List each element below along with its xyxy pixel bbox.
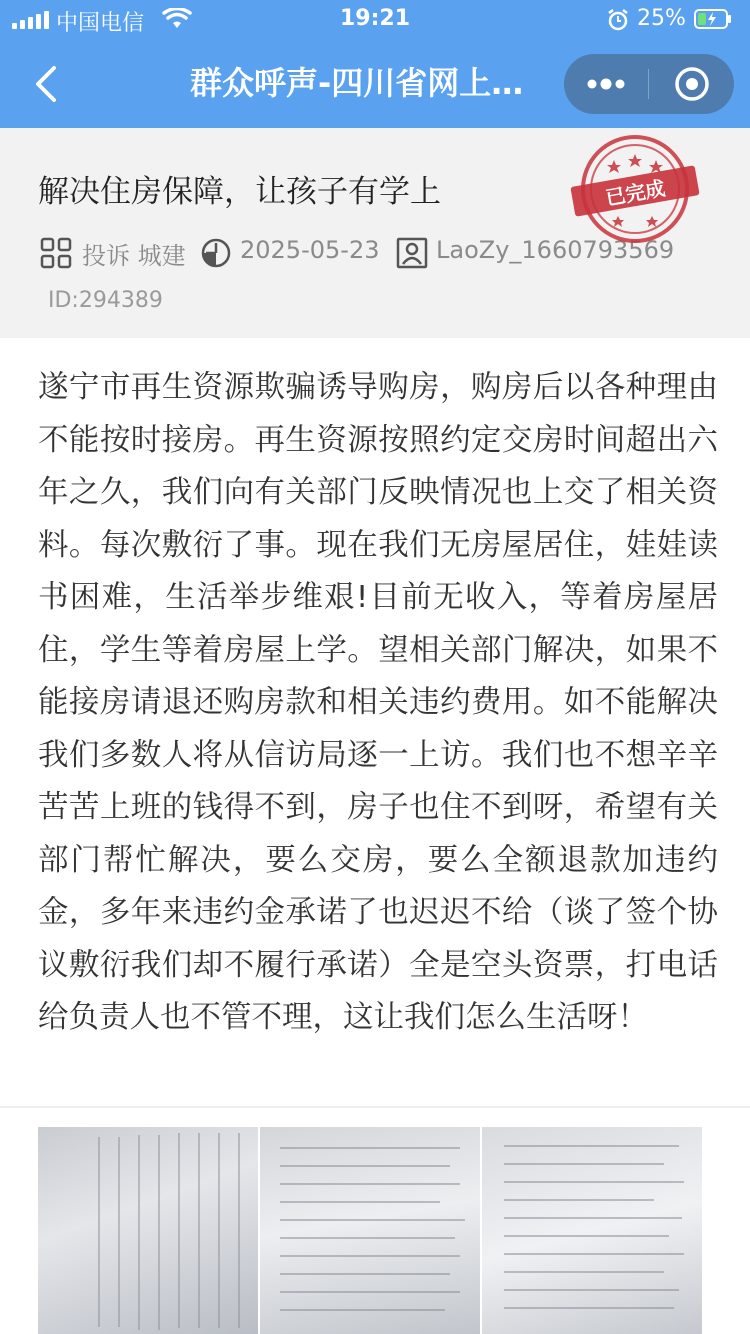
carrier-label: 中国电信 — [56, 11, 145, 36]
battery-percent: 25% — [637, 6, 686, 31]
post-date: 2025-05-23 — [240, 236, 380, 264]
attachment-image-3[interactable] — [482, 1127, 702, 1334]
post-body: 遂宁市再生资源欺骗诱导购房，购房后以各种理由不能按时接房。再生资源按照约定交房时间超出六年之久，我们向有关部门反映情况也上交了相关资料。每次敷衍了事。现在我们无房屋居住，娃娃读书困难，生活举步维艰!目前无收入，等着房屋居住，学生等着房屋上学。望相关部门解决，如果不能接房请退还购房款和相关违约费用。如不能解决我们多数人将从信访局逐一上访。我们也不想辛辛苦苦上班的钱得不到，房子也住不到呀，希望有关部门帮忙解决，要么交房，要么全额退款加违约金，多年来违约金承诺了也迟迟不给（谈了签个协议敷衍我们却不履行承诺）全是空头资票，打电话给负责人也不管不理，这让我们怎么生活呀！ — [38, 370, 718, 1035]
back-arrow-icon[interactable] — [28, 62, 68, 106]
post-id: ID:294389 — [48, 288, 163, 313]
target-icon[interactable] — [674, 66, 710, 102]
attachment-images — [38, 1127, 718, 1334]
user-icon — [396, 237, 428, 269]
nav-bar — [0, 40, 750, 128]
capsule-divider — [648, 69, 649, 99]
clock-icon — [200, 237, 232, 269]
post-title: 解决住房保障，让孩子有学上 — [38, 174, 441, 210]
completed-stamp — [570, 132, 700, 246]
nav-title: 群众呼声-四川省网上… — [190, 64, 524, 102]
status-bar — [0, 0, 750, 40]
post-category: 投诉 城建 — [82, 242, 186, 270]
battery-icon — [694, 9, 732, 29]
more-dots-icon[interactable] — [586, 72, 626, 96]
top-bar — [0, 0, 750, 128]
grid-icon — [40, 237, 72, 269]
stamp-text: 已完成 — [603, 175, 667, 210]
alarm-icon — [606, 8, 630, 32]
mini-program-capsule — [564, 54, 734, 114]
post-user: LaoZy_1660793569 — [436, 236, 675, 264]
clock-time: 19:21 — [339, 6, 411, 31]
attachment-image-1[interactable] — [38, 1127, 258, 1334]
attachment-image-2[interactable] — [260, 1127, 480, 1334]
divider — [0, 1106, 750, 1108]
